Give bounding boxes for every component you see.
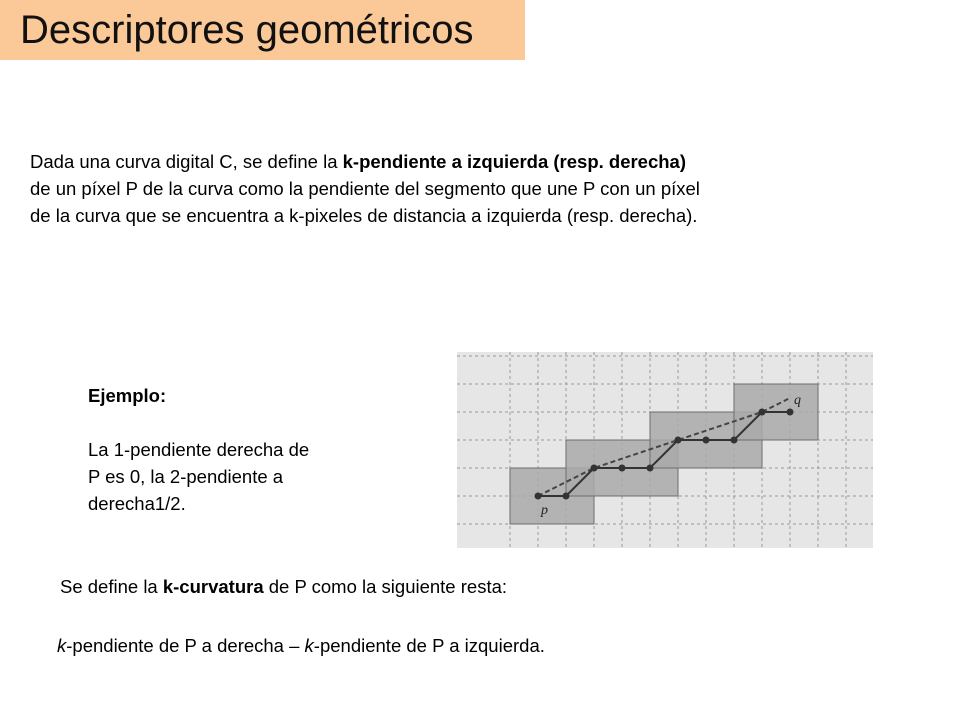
formula-k2: k xyxy=(304,635,314,656)
point-p-label: p xyxy=(541,503,548,518)
formula-k1: k xyxy=(57,635,67,656)
formula-part2: -pendiente de P a izquierda. xyxy=(313,635,545,656)
definition-paragraph xyxy=(30,148,910,229)
page-title: Descriptores geométricos xyxy=(20,8,474,52)
paragraph-line3: de la curva que se encuentra a k-pixeles de distancia a izquierda (resp. derecha). xyxy=(30,205,698,226)
paragraph-line2: de un píxel P de la curva como la pendiente del segmento que une P con un píxel xyxy=(30,178,700,199)
formula-part1: -pendiente de P a derecha – xyxy=(66,635,305,656)
curvature-definition-post: de P como la siguiente resta: xyxy=(263,576,508,597)
example-line3: derecha1/2. xyxy=(88,493,186,514)
digital-curve-figure xyxy=(457,352,873,548)
curvature-definition-pre: Se define la xyxy=(60,576,163,597)
paragraph-line1-text: Dada una curva digital C, se define la xyxy=(30,151,343,172)
example-block xyxy=(88,382,388,517)
title-bar xyxy=(0,0,525,60)
curvature-term: k-curvatura xyxy=(162,576,264,597)
point-q-label: q xyxy=(794,393,801,408)
paragraph-line1-bold: k-pendiente a izquierda (resp. derecha) xyxy=(342,151,687,172)
curvature-formula xyxy=(57,632,545,659)
example-line1: La 1-pendiente derecha de xyxy=(88,439,310,460)
curvature-definition xyxy=(60,573,507,600)
example-line2: P es 0, la 2-pendiente a xyxy=(88,466,284,487)
example-label: Ejemplo: xyxy=(88,385,167,406)
